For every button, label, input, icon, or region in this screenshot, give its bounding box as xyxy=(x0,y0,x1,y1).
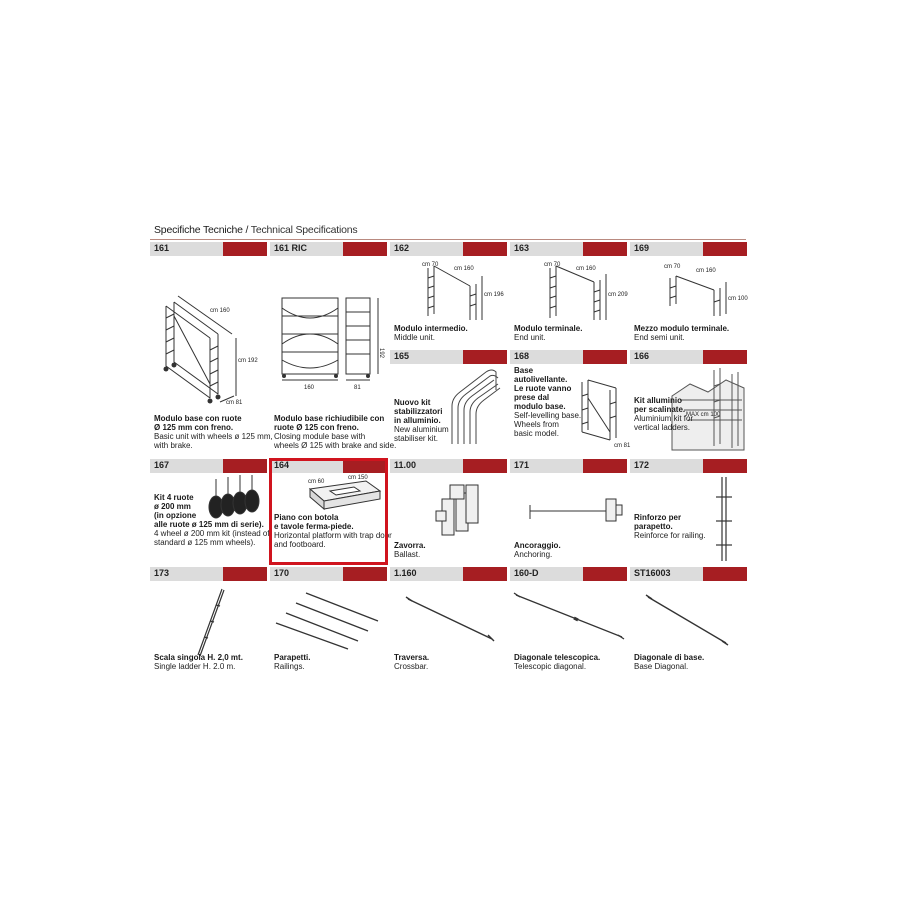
dimension-label: cm 70 xyxy=(422,262,439,268)
desc-en-line: Single ladder H. 2.0 m. xyxy=(154,662,236,671)
desc-it-line: Modulo terminale. xyxy=(514,324,583,333)
cell-header xyxy=(510,459,627,473)
ballast-drawing xyxy=(436,481,486,541)
product-description xyxy=(634,324,729,342)
product-description xyxy=(634,653,704,671)
product-code: 171 xyxy=(514,460,530,470)
cell-header xyxy=(390,459,507,473)
dimension-label: cm 81 xyxy=(226,400,243,406)
product-cell-165 xyxy=(390,350,507,458)
desc-en-line: Crossbar. xyxy=(394,662,429,671)
stabiliser-kit-drawing xyxy=(446,366,506,446)
dimension-label: cm 160 xyxy=(454,266,474,272)
desc-it-line: parapetto. xyxy=(634,522,673,531)
sheet-title xyxy=(154,224,357,236)
product-code: 161 RIC xyxy=(274,243,308,253)
wheel-icon xyxy=(282,374,286,378)
desc-en-line: Basic unit with wheels ø 125 mm, xyxy=(154,432,273,441)
desc-it-line: Zavorra. xyxy=(394,541,426,550)
product-code: 170 xyxy=(274,568,290,578)
desc-it-line: Nuovo kit xyxy=(394,398,431,407)
product-description xyxy=(394,541,426,559)
dimension-label: cm 192 xyxy=(238,358,258,364)
header-accent xyxy=(463,567,507,581)
product-description xyxy=(514,541,561,559)
cell-header xyxy=(510,567,627,581)
product-cell-167 xyxy=(150,459,270,565)
desc-en-line: with brake. xyxy=(154,441,193,450)
desc-en-line: Middle unit. xyxy=(394,333,435,342)
dimension-label: cm 160 xyxy=(576,266,596,272)
desc-it-line: Ancoraggio. xyxy=(514,541,561,550)
desc-en-line: standard ø 125 mm wheels). xyxy=(154,538,256,547)
desc-en-line: Base Diagonal. xyxy=(634,662,689,671)
base-diagonal-drawing xyxy=(646,595,730,647)
desc-it-line: Diagonale telescopica. xyxy=(514,653,601,662)
header-accent xyxy=(463,350,507,364)
product-code: 173 xyxy=(154,568,170,578)
product-cell-1-160 xyxy=(390,567,507,677)
product-cell-163 xyxy=(510,242,628,342)
desc-en-line: Wheels from xyxy=(514,420,559,429)
header-accent xyxy=(223,459,267,473)
header-accent xyxy=(703,567,747,581)
desc-it-line: Kit 4 ruote xyxy=(154,493,194,502)
spec-sheet xyxy=(150,222,746,682)
product-description xyxy=(514,366,581,438)
cell-header xyxy=(630,567,747,581)
base-unit-with-wheels-drawing xyxy=(150,256,267,406)
header-accent xyxy=(583,459,627,473)
cell-header xyxy=(630,459,747,473)
desc-en-line: Horizontal platform with trap door xyxy=(274,531,392,540)
product-code: 167 xyxy=(154,460,170,470)
dimension-label: 81 xyxy=(354,385,361,391)
dimension-label: 192 xyxy=(378,348,384,359)
railing-reinforce-drawing xyxy=(710,477,740,567)
desc-en-line: wheels Ø 125 with brake and side. xyxy=(274,441,397,450)
product-cell-172 xyxy=(630,459,747,565)
dimension-label: cm 70 xyxy=(544,262,561,268)
product-code: 1.160 xyxy=(394,568,417,578)
wheel-icon xyxy=(334,374,338,378)
product-cell-170 xyxy=(270,567,387,677)
closing-module-drawing xyxy=(270,256,387,406)
product-cell-173 xyxy=(150,567,267,677)
header-accent xyxy=(223,242,267,256)
header-accent xyxy=(583,567,627,581)
title-italian: Specifiche Tecniche xyxy=(154,224,243,236)
product-description xyxy=(394,324,468,342)
product-description xyxy=(514,653,600,671)
desc-en-line: Railings. xyxy=(274,662,305,671)
product-cell-st16003 xyxy=(630,567,747,677)
product-cell-11-00 xyxy=(390,459,507,565)
cell-header xyxy=(390,350,507,364)
cell-header xyxy=(270,567,387,581)
desc-it-line: Kit alluminio xyxy=(634,396,682,405)
middle-unit-drawing xyxy=(390,256,507,322)
cell-header xyxy=(390,567,507,581)
desc-en-line: 4 wheel ø 200 mm kit (instead of xyxy=(154,529,270,538)
desc-it-line: Ø 125 mm con freno. xyxy=(154,423,234,432)
header-accent xyxy=(343,567,387,581)
desc-en-line: and footboard. xyxy=(274,540,326,549)
desc-it-line: ø 200 mm xyxy=(154,502,191,511)
dimension-label: cm 150 xyxy=(348,475,368,481)
dimension-label: cm 196 xyxy=(484,292,504,298)
self-levelling-base-drawing xyxy=(576,368,631,449)
wheel-icon xyxy=(366,374,370,378)
desc-en-line: Closing module base with xyxy=(274,432,366,441)
desc-en-line: stabiliser kit. xyxy=(394,434,439,443)
desc-it-line: ruote Ø 125 con freno. xyxy=(274,423,359,432)
railings-drawing xyxy=(276,591,380,651)
product-description xyxy=(394,653,429,671)
product-description xyxy=(154,493,270,547)
dimension-label: cm 160 xyxy=(210,308,230,314)
product-cell-162 xyxy=(390,242,507,342)
desc-it-line: prese dal xyxy=(514,393,550,402)
product-code: 160-D xyxy=(514,568,539,578)
desc-it-line: Modulo base con ruote xyxy=(154,414,242,423)
dimension-label: cm 70 xyxy=(664,264,681,270)
product-code: 163 xyxy=(514,243,530,253)
product-code: 162 xyxy=(394,243,410,253)
desc-it-line: in alluminio. xyxy=(394,416,441,425)
product-code: 172 xyxy=(634,460,650,470)
desc-it-line: Modulo base richiudibile con xyxy=(274,414,385,423)
desc-en-line: Telescopic diagonal. xyxy=(514,662,587,671)
desc-en-line: Anchoring. xyxy=(514,550,553,559)
product-description xyxy=(274,414,396,450)
product-cell-161-ric xyxy=(270,242,397,450)
product-description xyxy=(514,324,582,342)
cell-header xyxy=(510,242,627,256)
cell-header xyxy=(270,242,387,256)
cell-header xyxy=(510,350,627,364)
desc-en-line: Ballast. xyxy=(394,550,421,559)
product-code: 168 xyxy=(514,351,530,361)
product-code: 169 xyxy=(634,243,650,253)
header-accent xyxy=(463,242,507,256)
header-accent xyxy=(343,242,387,256)
desc-it-line: Modulo intermedio. xyxy=(394,324,468,333)
product-cell-168 xyxy=(510,350,631,458)
desc-en-line: Self-levelling base. xyxy=(514,411,582,420)
desc-it-line: Diagonale di base. xyxy=(634,653,705,662)
product-description xyxy=(634,396,693,432)
cell-header xyxy=(630,242,747,256)
header-accent xyxy=(703,242,747,256)
product-cell-169 xyxy=(630,242,748,342)
selected-item-highlight xyxy=(269,458,388,565)
product-code: 165 xyxy=(394,351,410,361)
product-cell-160-d xyxy=(510,567,627,677)
product-description xyxy=(154,653,243,671)
end-semi-unit-drawing xyxy=(630,256,747,322)
desc-en-line: End semi unit. xyxy=(634,333,685,342)
desc-it-line: per scalinate. xyxy=(634,405,686,414)
anchoring-drawing xyxy=(530,495,626,525)
desc-en-line: basic model. xyxy=(514,429,559,438)
desc-it-line: stabilizzatori xyxy=(394,407,443,416)
wheel-icon xyxy=(164,367,169,372)
product-description xyxy=(274,653,310,671)
wheel-icon xyxy=(172,363,177,368)
header-accent xyxy=(703,350,747,364)
desc-it-line: e tavole ferma-piede. xyxy=(274,522,354,531)
product-description xyxy=(154,414,273,450)
header-accent xyxy=(703,459,747,473)
product-code: 11.00 xyxy=(394,460,417,470)
telescopic-diagonal-drawing xyxy=(514,593,624,641)
desc-it-line: Le ruote vanno xyxy=(514,384,572,393)
dimension-label: cm 81 xyxy=(614,443,631,449)
header-accent xyxy=(583,242,627,256)
dimension-label: cm 60 xyxy=(308,479,325,485)
desc-it-line: modulo base. xyxy=(514,402,566,411)
desc-en-line: New aluminium xyxy=(394,425,449,434)
dimension-label: cm 160 xyxy=(696,268,716,274)
cell-header xyxy=(630,350,747,364)
dimension-label: MAX cm 100 xyxy=(686,412,721,418)
desc-it-line: Traversa. xyxy=(394,653,430,662)
desc-it-line: Scala singola H. 2,0 mt. xyxy=(154,653,243,662)
desc-it-line: Rinforzo per xyxy=(634,513,682,522)
cell-header xyxy=(390,242,507,256)
dimension-label: 160 xyxy=(304,385,315,391)
product-cell-166 xyxy=(630,350,747,458)
wheel-icon xyxy=(216,395,221,400)
title-english: Technical Specifications xyxy=(250,224,358,236)
desc-en-line: vertical ladders. xyxy=(634,423,691,432)
product-code: 166 xyxy=(634,351,650,361)
desc-it-line: autolivellante. xyxy=(514,375,568,384)
product-cell-171 xyxy=(510,459,627,565)
product-code: 164 xyxy=(274,460,290,470)
desc-it-line: alle ruote ø 125 mm di serie). xyxy=(154,520,264,529)
dimension-label: cm 100 xyxy=(728,296,748,302)
product-code: ST16003 xyxy=(634,568,671,578)
header-accent xyxy=(223,567,267,581)
dimension-label: cm 209 xyxy=(608,292,628,298)
product-code: 161 xyxy=(154,243,170,253)
title-separator: / xyxy=(242,224,251,236)
desc-en-line: Aluminium kit for xyxy=(634,414,694,423)
header-accent xyxy=(463,459,507,473)
header-accent xyxy=(583,350,627,364)
desc-en-line: End unit. xyxy=(514,333,546,342)
desc-it-line: Piano con botola xyxy=(274,513,339,522)
product-description xyxy=(634,513,706,540)
crossbar-drawing xyxy=(406,597,496,643)
desc-it-line: Base xyxy=(514,366,534,375)
desc-it-line: (in opzione xyxy=(154,511,197,520)
cell-header xyxy=(150,459,267,473)
cell-header xyxy=(150,567,267,581)
desc-it-line: Parapetti. xyxy=(274,653,311,662)
title-rule xyxy=(150,239,746,240)
single-ladder-drawing xyxy=(190,589,230,657)
product-description xyxy=(394,398,449,443)
end-unit-drawing xyxy=(510,256,627,322)
desc-it-line: Mezzo modulo terminale. xyxy=(634,324,730,333)
cell-header xyxy=(150,242,267,256)
product-cell-161 xyxy=(150,242,273,450)
desc-en-line: Reinforce for railing. xyxy=(634,531,706,540)
wheel-icon xyxy=(208,399,213,404)
